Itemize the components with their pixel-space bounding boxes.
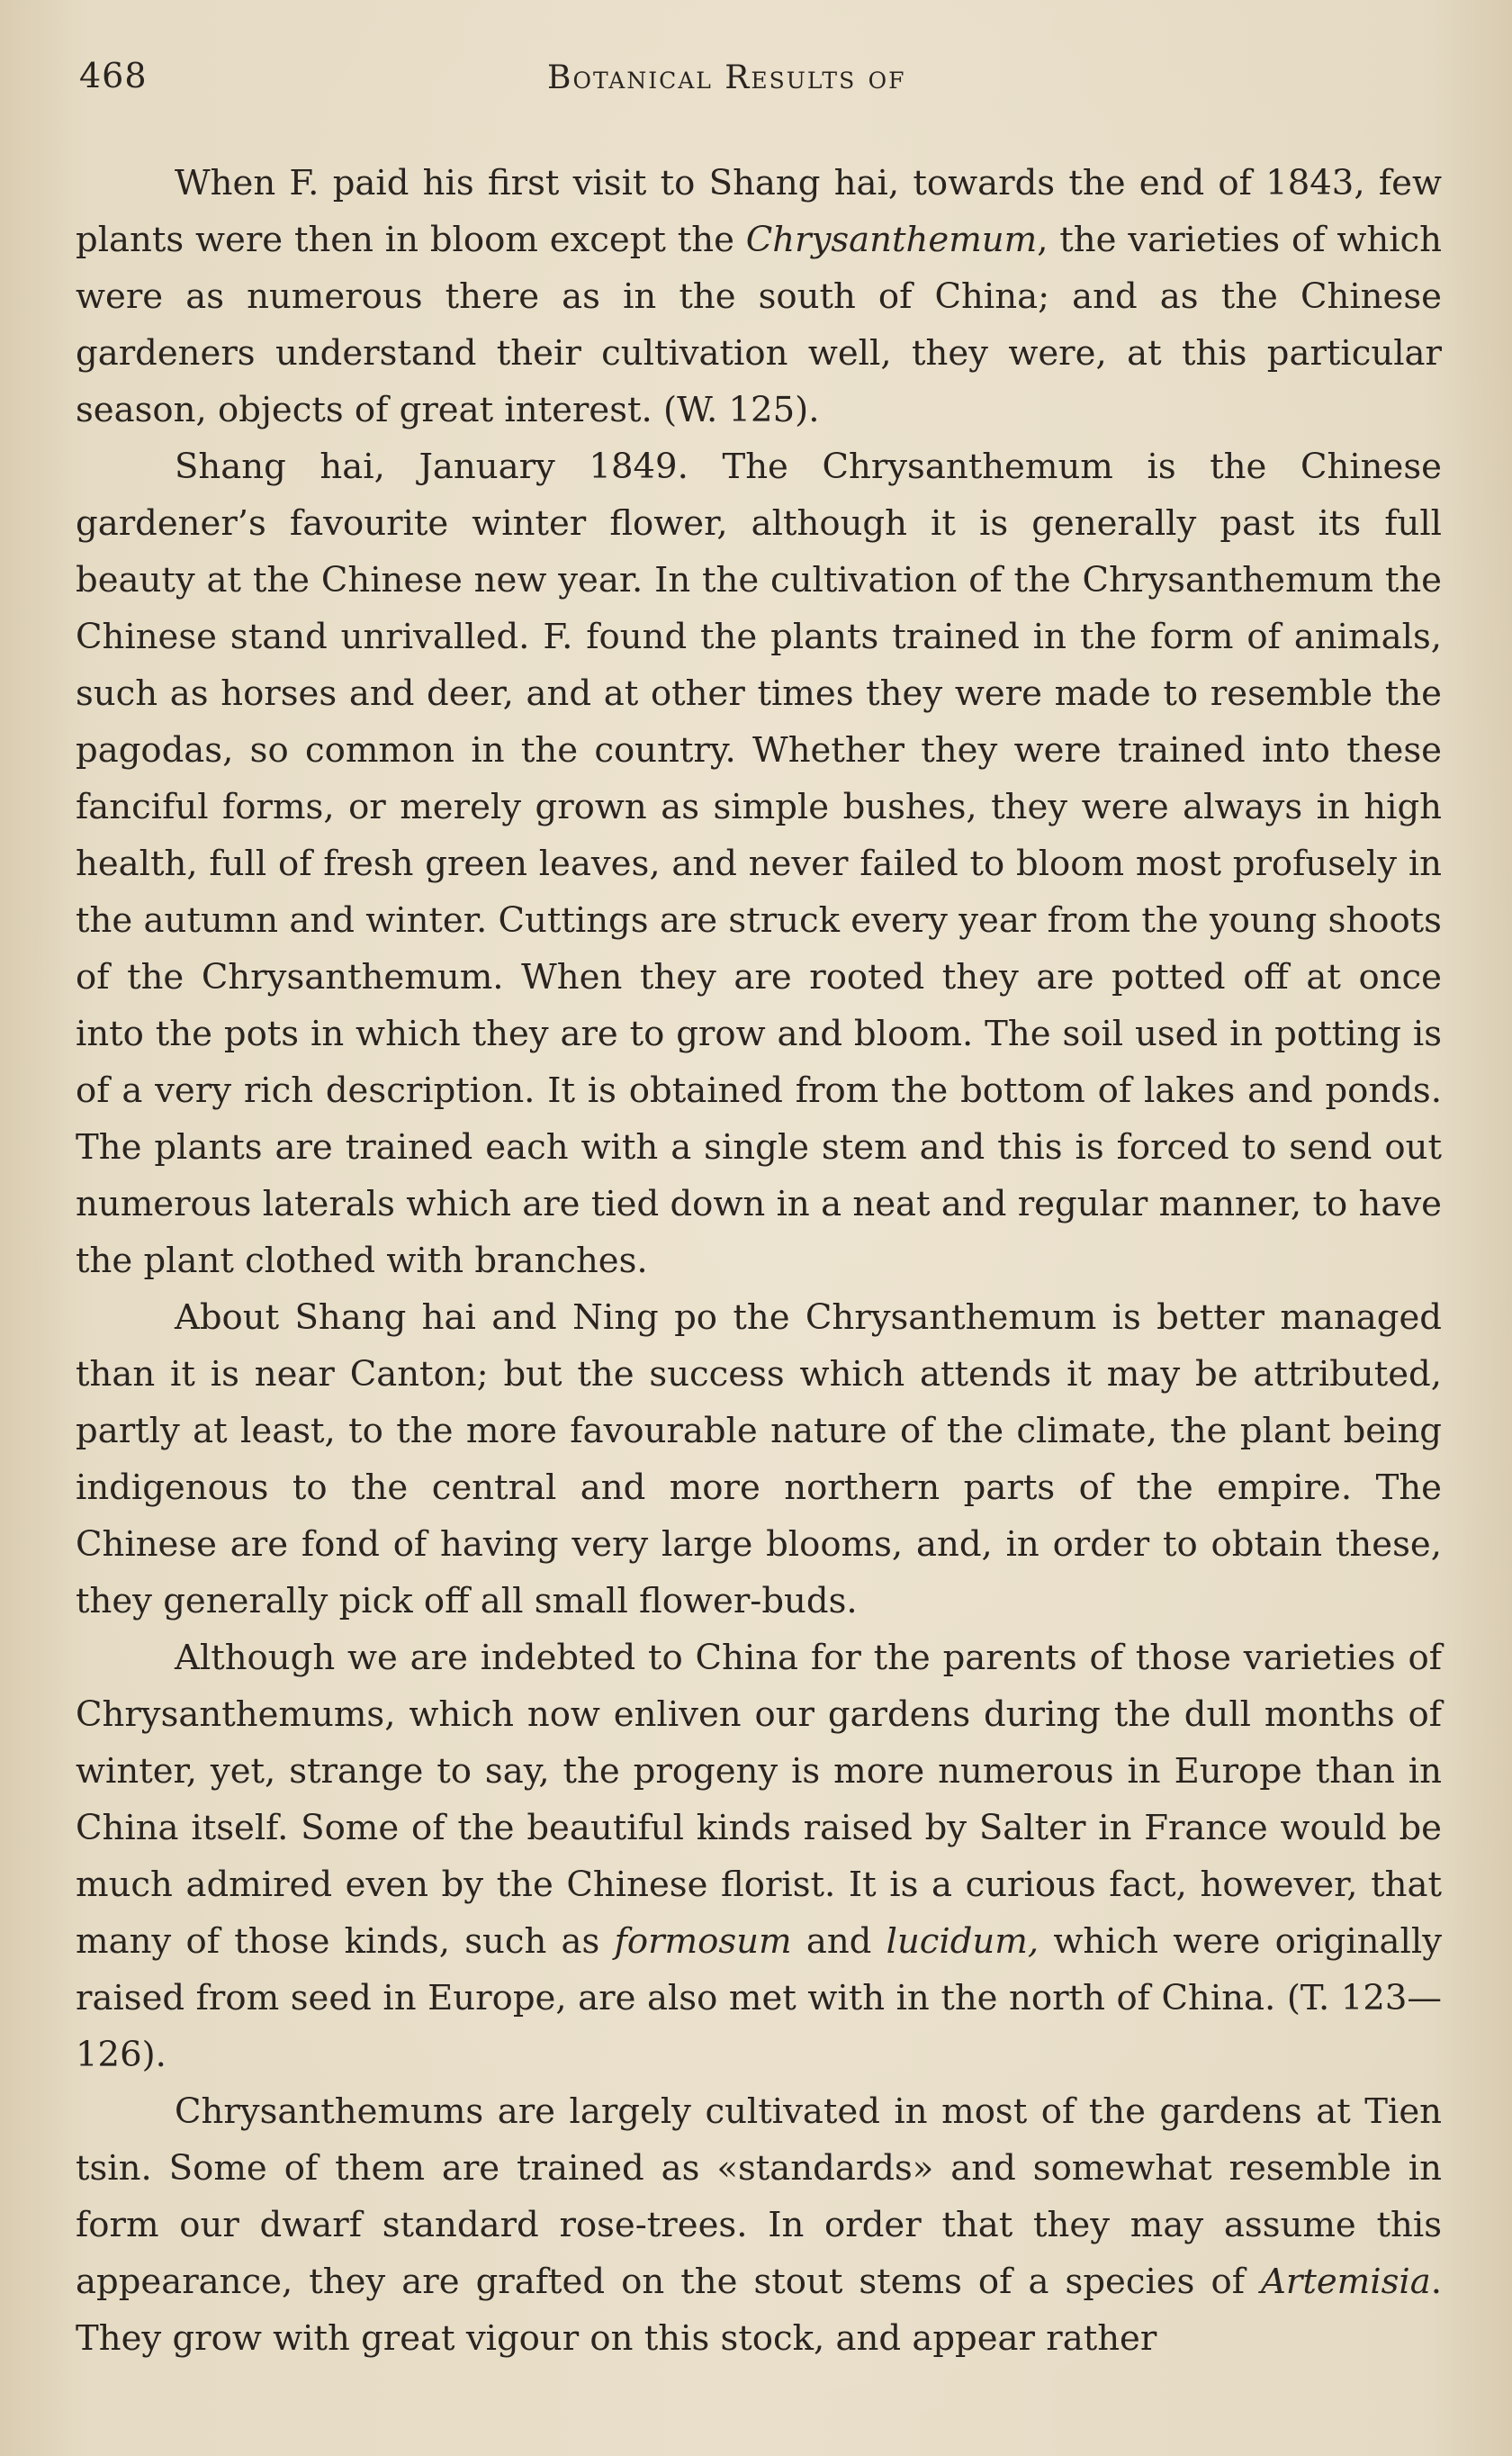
italic-text: lucidum, (886, 1921, 1040, 1962)
paragraph (76, 2083, 1442, 2367)
running-title: Botanical Results of (547, 59, 906, 96)
italic-text: Chrysanthemum (745, 220, 1038, 260)
text-run: Chrysanthemums are largely cultivated in most of the gardens at Tien tsin. Some of them are trained as «standards» and somewhat resemble in form our dwarf standard rose-trees. In order that they may assume this appearance, they are grafted on the stout stems of a species of (76, 2091, 1442, 2302)
text-run: which were originally raised from seed in Europe, are also met with in the north of China. (T. 123—126). (76, 1921, 1442, 2075)
running-head (79, 56, 1447, 110)
italic-text: formosum (614, 1921, 792, 1962)
text-run: About Shang hai and Ning po the Chrysanthemum is better managed than it is near Canton; but the success which attends it may be attributed, partly at least, to the more favourable nature of the climate, the plant being indigenous to the central and more northern parts of the empire. The Chinese are fond of having very large blooms, and, in order to obtain these, they generally pick off all small flower-buds. (76, 1297, 1442, 1621)
text-run: , the varieties of which were as numerous there as in the south of China; and as the Chinese gardeners understand their cultivation well, they were, at this particular season, objects of great interest. (W. 125). (76, 220, 1443, 430)
text-run: Shang hai, January 1849. The Chrysanthemum is the Chinese gardener’s favourite winter flower, although it is generally past its full beauty at the Chinese new year. In the cultivation of the Chrysanthemum the Chinese stand unrivalled. F. found the plants trained in the form of animals, such as horses and deer, and at other times they were made to resemble the pagodas, so common in the country. Whether they were trained into these fanciful forms, or merely grown as simple bushes, they were always in high health, full of fresh green leaves, and never failed to bloom most profusely in the autumn and winter. Cuttings are struck every year from the young shoots of the Chrysanthemum. When they are rooted they are potted off at once into the pots in which they are to grow and bloom. The soil used in potting is of a very rich description. It is obtained from the bottom of lakes and ponds. The plants are trained each with a single stem and this is forced to send out numerous laterals which are tied down in a neat and regular manner, to have the plant clothed with branches. (76, 447, 1442, 1281)
paragraph (76, 155, 1442, 438)
body-text (76, 155, 1442, 2367)
paragraph (76, 1630, 1442, 2083)
text-run: . They grow with great vigour on this stock, and appear rather (76, 2262, 1442, 2359)
page-number: 468 (79, 56, 148, 95)
paragraph (76, 438, 1442, 1289)
text-run: and (791, 1921, 886, 1962)
text-run: Although we are indebted to China for the parents of those varieties of Chrysanthemums, which now enliven our gardens during the dull months of winter, yet, strange to say, the progeny is more numerous in Europe than in China itself. Some of the beautiful kinds raised by Salter in France would be much admired even by the Chinese florist. It is a curious fact, however, that many of those kinds, such as (76, 1638, 1442, 1962)
italic-text: Artemisia (1261, 2262, 1431, 2302)
paragraph (76, 1289, 1442, 1630)
text-run: When F. paid his first visit to Shang hai, towards the end of 1843, few plants were then in bloom except the (76, 163, 1442, 260)
